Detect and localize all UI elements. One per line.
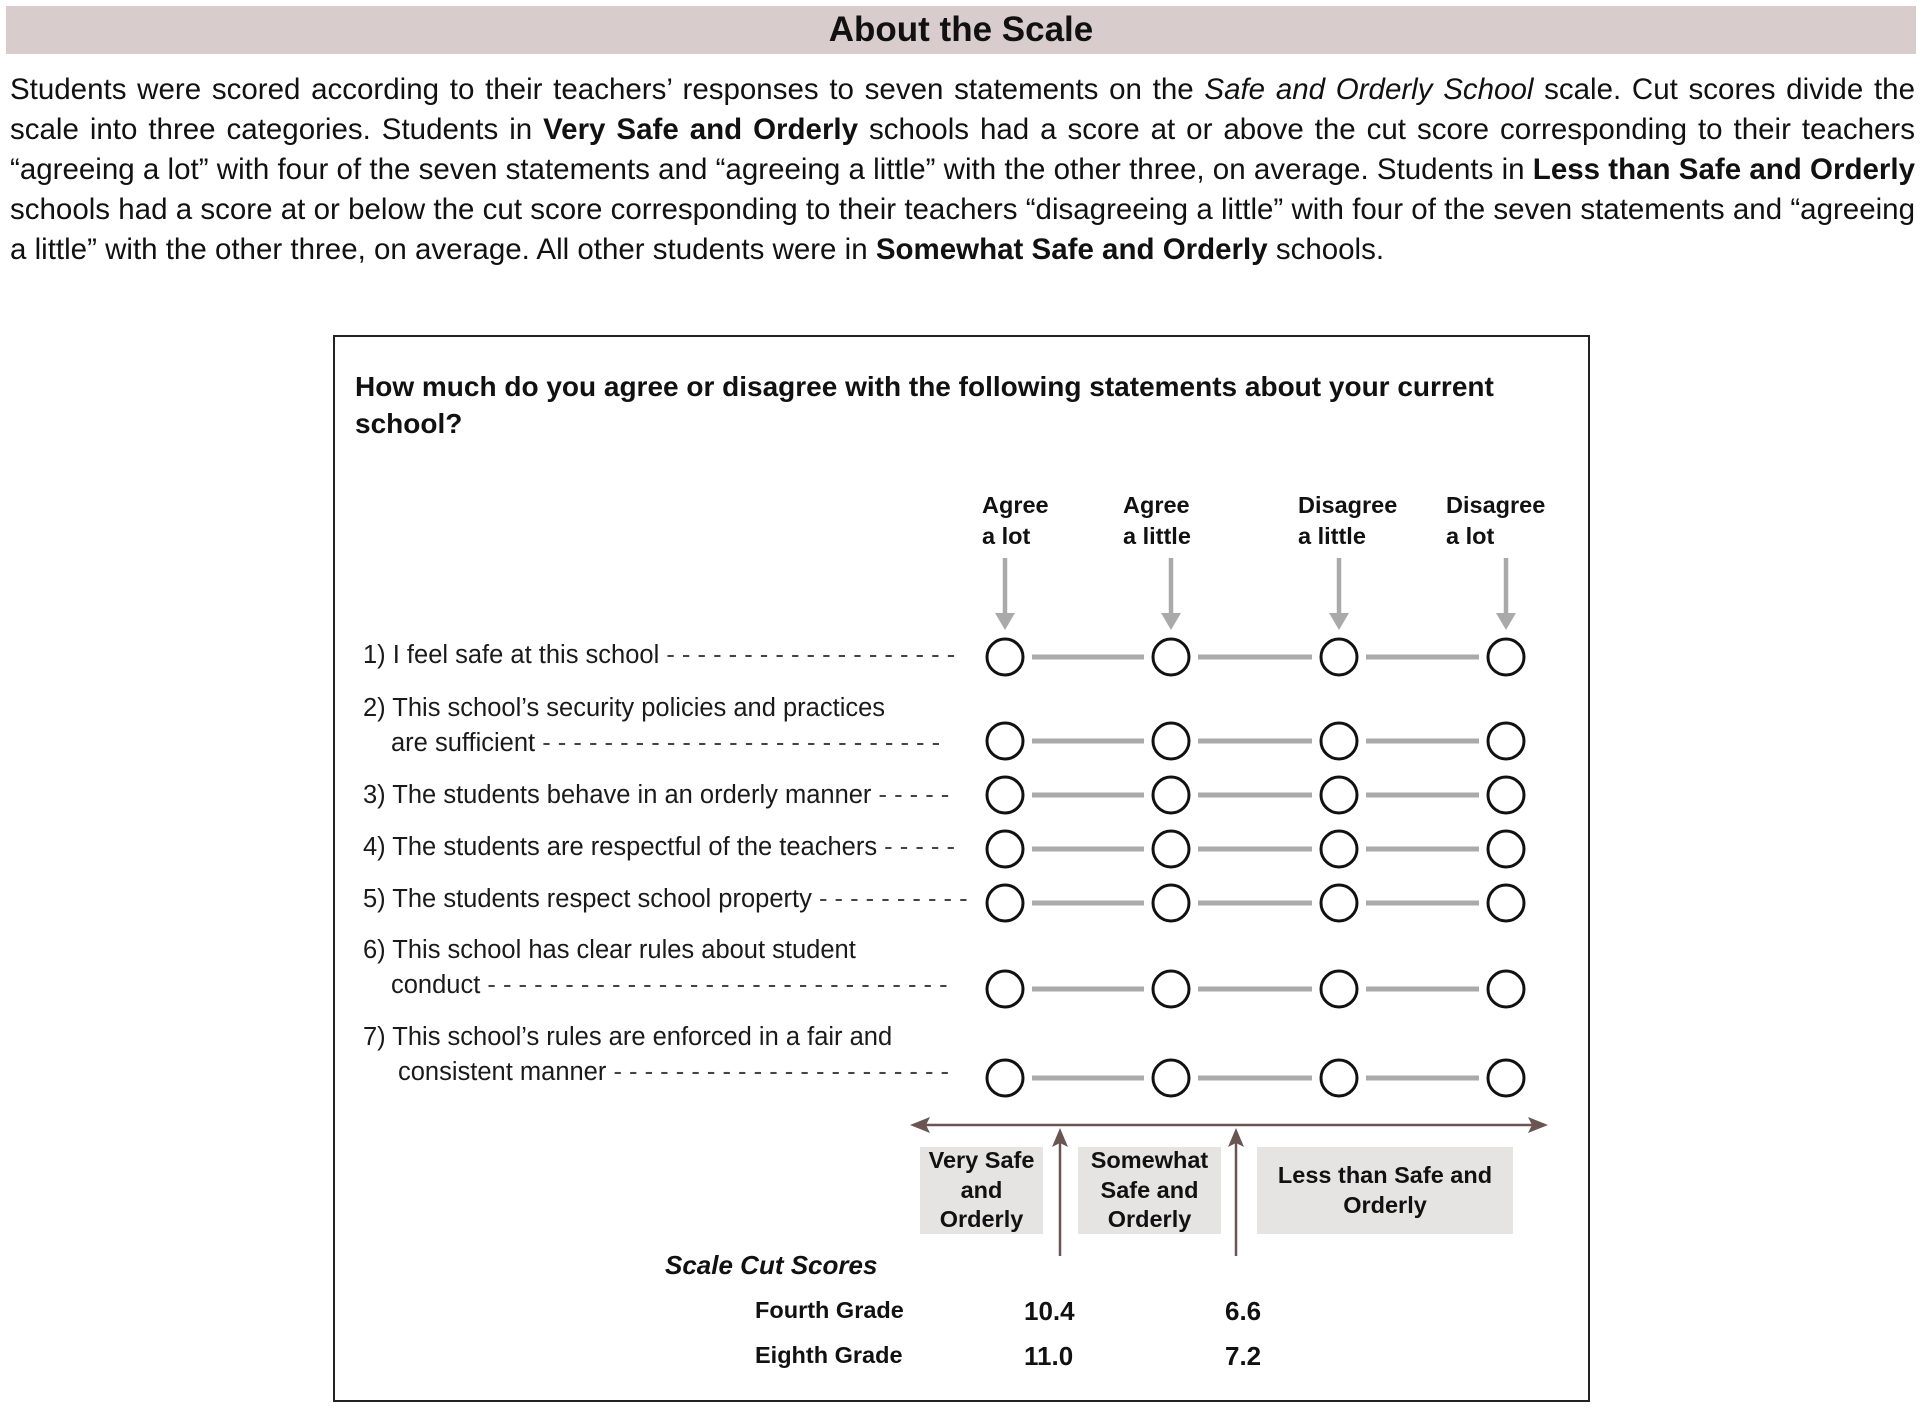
response-option-6-2 (1153, 971, 1189, 1007)
response-option-7-2 (1153, 1060, 1189, 1096)
statement-4: 4) The students are respectful of the teachers - - - - - (363, 833, 955, 861)
statement-1: 1) I feel safe at this school - - - - - - - - - - - - - - - - - - - (363, 641, 956, 669)
response-option-5-2 (1153, 885, 1189, 921)
column-header-disagree-little: Disagree a little (1298, 492, 1398, 549)
response-option-1-2 (1153, 639, 1189, 675)
statement-7: 7) This school’s rules are enforced in a fair and consistent manner - - - - - - - - - - - - - - - - - - - - - - (363, 1023, 950, 1086)
down-arrow-icon-4 (1496, 613, 1516, 630)
column-arrows (995, 558, 1516, 630)
down-arrow-icon-3 (1329, 613, 1349, 630)
response-option-7-1 (987, 1060, 1023, 1096)
statement-3: 3) The students behave in an orderly manner - - - - - (363, 781, 950, 809)
scale-name: Safe and Orderly School (1204, 73, 1534, 106)
cut-score-eighth-low: 7.2 (1225, 1341, 1262, 1371)
cut-score-fourth-high: 10.4 (1024, 1296, 1075, 1326)
grade-label-fourth: Fourth Grade (755, 1297, 904, 1323)
statement-6: 6) This school has clear rules about student conduct - - - - - - - - - - - - - - - - - - - - - - - - - - - - - - (363, 936, 948, 999)
statement-5: 5) The students respect school property - - - - - - - - - - (363, 885, 968, 913)
response-option-4-4 (1488, 831, 1524, 867)
down-arrow-icon-1 (995, 613, 1015, 630)
category-less-term: Less than Safe and Orderly (1532, 153, 1915, 186)
response-option-4-2 (1153, 831, 1189, 867)
intro-text-5: schools. (1267, 233, 1385, 266)
response-rows (987, 639, 1524, 1096)
response-option-3-3 (1321, 777, 1357, 813)
response-option-5-1 (987, 885, 1023, 921)
column-header-disagree-lot: Disagree a lot (1446, 492, 1546, 549)
response-option-1-1 (987, 639, 1023, 675)
category-very-safe: Very Safe and Orderly (920, 1147, 1043, 1234)
response-option-3-2 (1153, 777, 1189, 813)
category-very-term: Very Safe and Orderly (543, 113, 859, 146)
response-option-2-3 (1321, 723, 1357, 759)
question-stem: How much do you agree or disagree with the following statements about your current school? (355, 371, 1494, 439)
intro-text-2: scale. Cut scores divide the scale into three categories. Students in (10, 73, 1915, 146)
intro-text-1: Students were scored according to their teachers’ responses to seven statements on the (10, 73, 1205, 106)
response-option-2-1 (987, 723, 1023, 759)
response-option-4-3 (1321, 831, 1357, 867)
down-arrow-icon-2 (1161, 613, 1181, 630)
response-option-6-1 (987, 971, 1023, 1007)
response-option-3-4 (1488, 777, 1524, 813)
category-somewhat-safe: Somewhat Safe and Orderly (1078, 1147, 1221, 1234)
column-header-agree-lot: Agree a lot (982, 492, 1049, 549)
response-option-6-3 (1321, 971, 1357, 1007)
intro-text-3: schools had a score at or above the cut score corresponding to their teachers “agreeing a lot” with four of the seven statements and “agreeing a little” with the other three, on average. Students in (10, 113, 1916, 186)
response-option-1-3 (1321, 639, 1357, 675)
statement-2: 2) This school’s security policies and practices are sufficient - - - - - - - - - - - - - - - - - - - - - - - - - - (363, 694, 941, 757)
response-option-5-4 (1488, 885, 1524, 921)
grade-label-eighth: Eighth Grade (755, 1342, 903, 1368)
cut-score-fourth-low: 6.6 (1225, 1296, 1262, 1326)
response-option-5-3 (1321, 885, 1357, 921)
column-header-agree-little: Agree a little (1123, 492, 1191, 549)
response-option-3-1 (987, 777, 1023, 813)
response-option-6-4 (1488, 971, 1524, 1007)
response-option-1-4 (1488, 639, 1524, 675)
intro-text-4: schools had a score at or below the cut score corresponding to their teachers “disagreeing a little” with four of the seven statements and “agreeing a little” with the other three, on average. All other students were in (10, 193, 1915, 266)
response-option-7-4 (1488, 1060, 1524, 1096)
section-title: About the Scale (828, 10, 1094, 49)
response-option-2-4 (1488, 723, 1524, 759)
response-option-7-3 (1321, 1060, 1357, 1096)
cut-score-eighth-high: 11.0 (1024, 1341, 1074, 1371)
response-option-2-2 (1153, 723, 1189, 759)
category-less-than-safe: Less than Safe and Orderly (1257, 1147, 1513, 1234)
response-option-4-1 (987, 831, 1023, 867)
cut-scores-title: Scale Cut Scores (665, 1250, 878, 1280)
category-somewhat-term: Somewhat Safe and Orderly (875, 233, 1268, 266)
